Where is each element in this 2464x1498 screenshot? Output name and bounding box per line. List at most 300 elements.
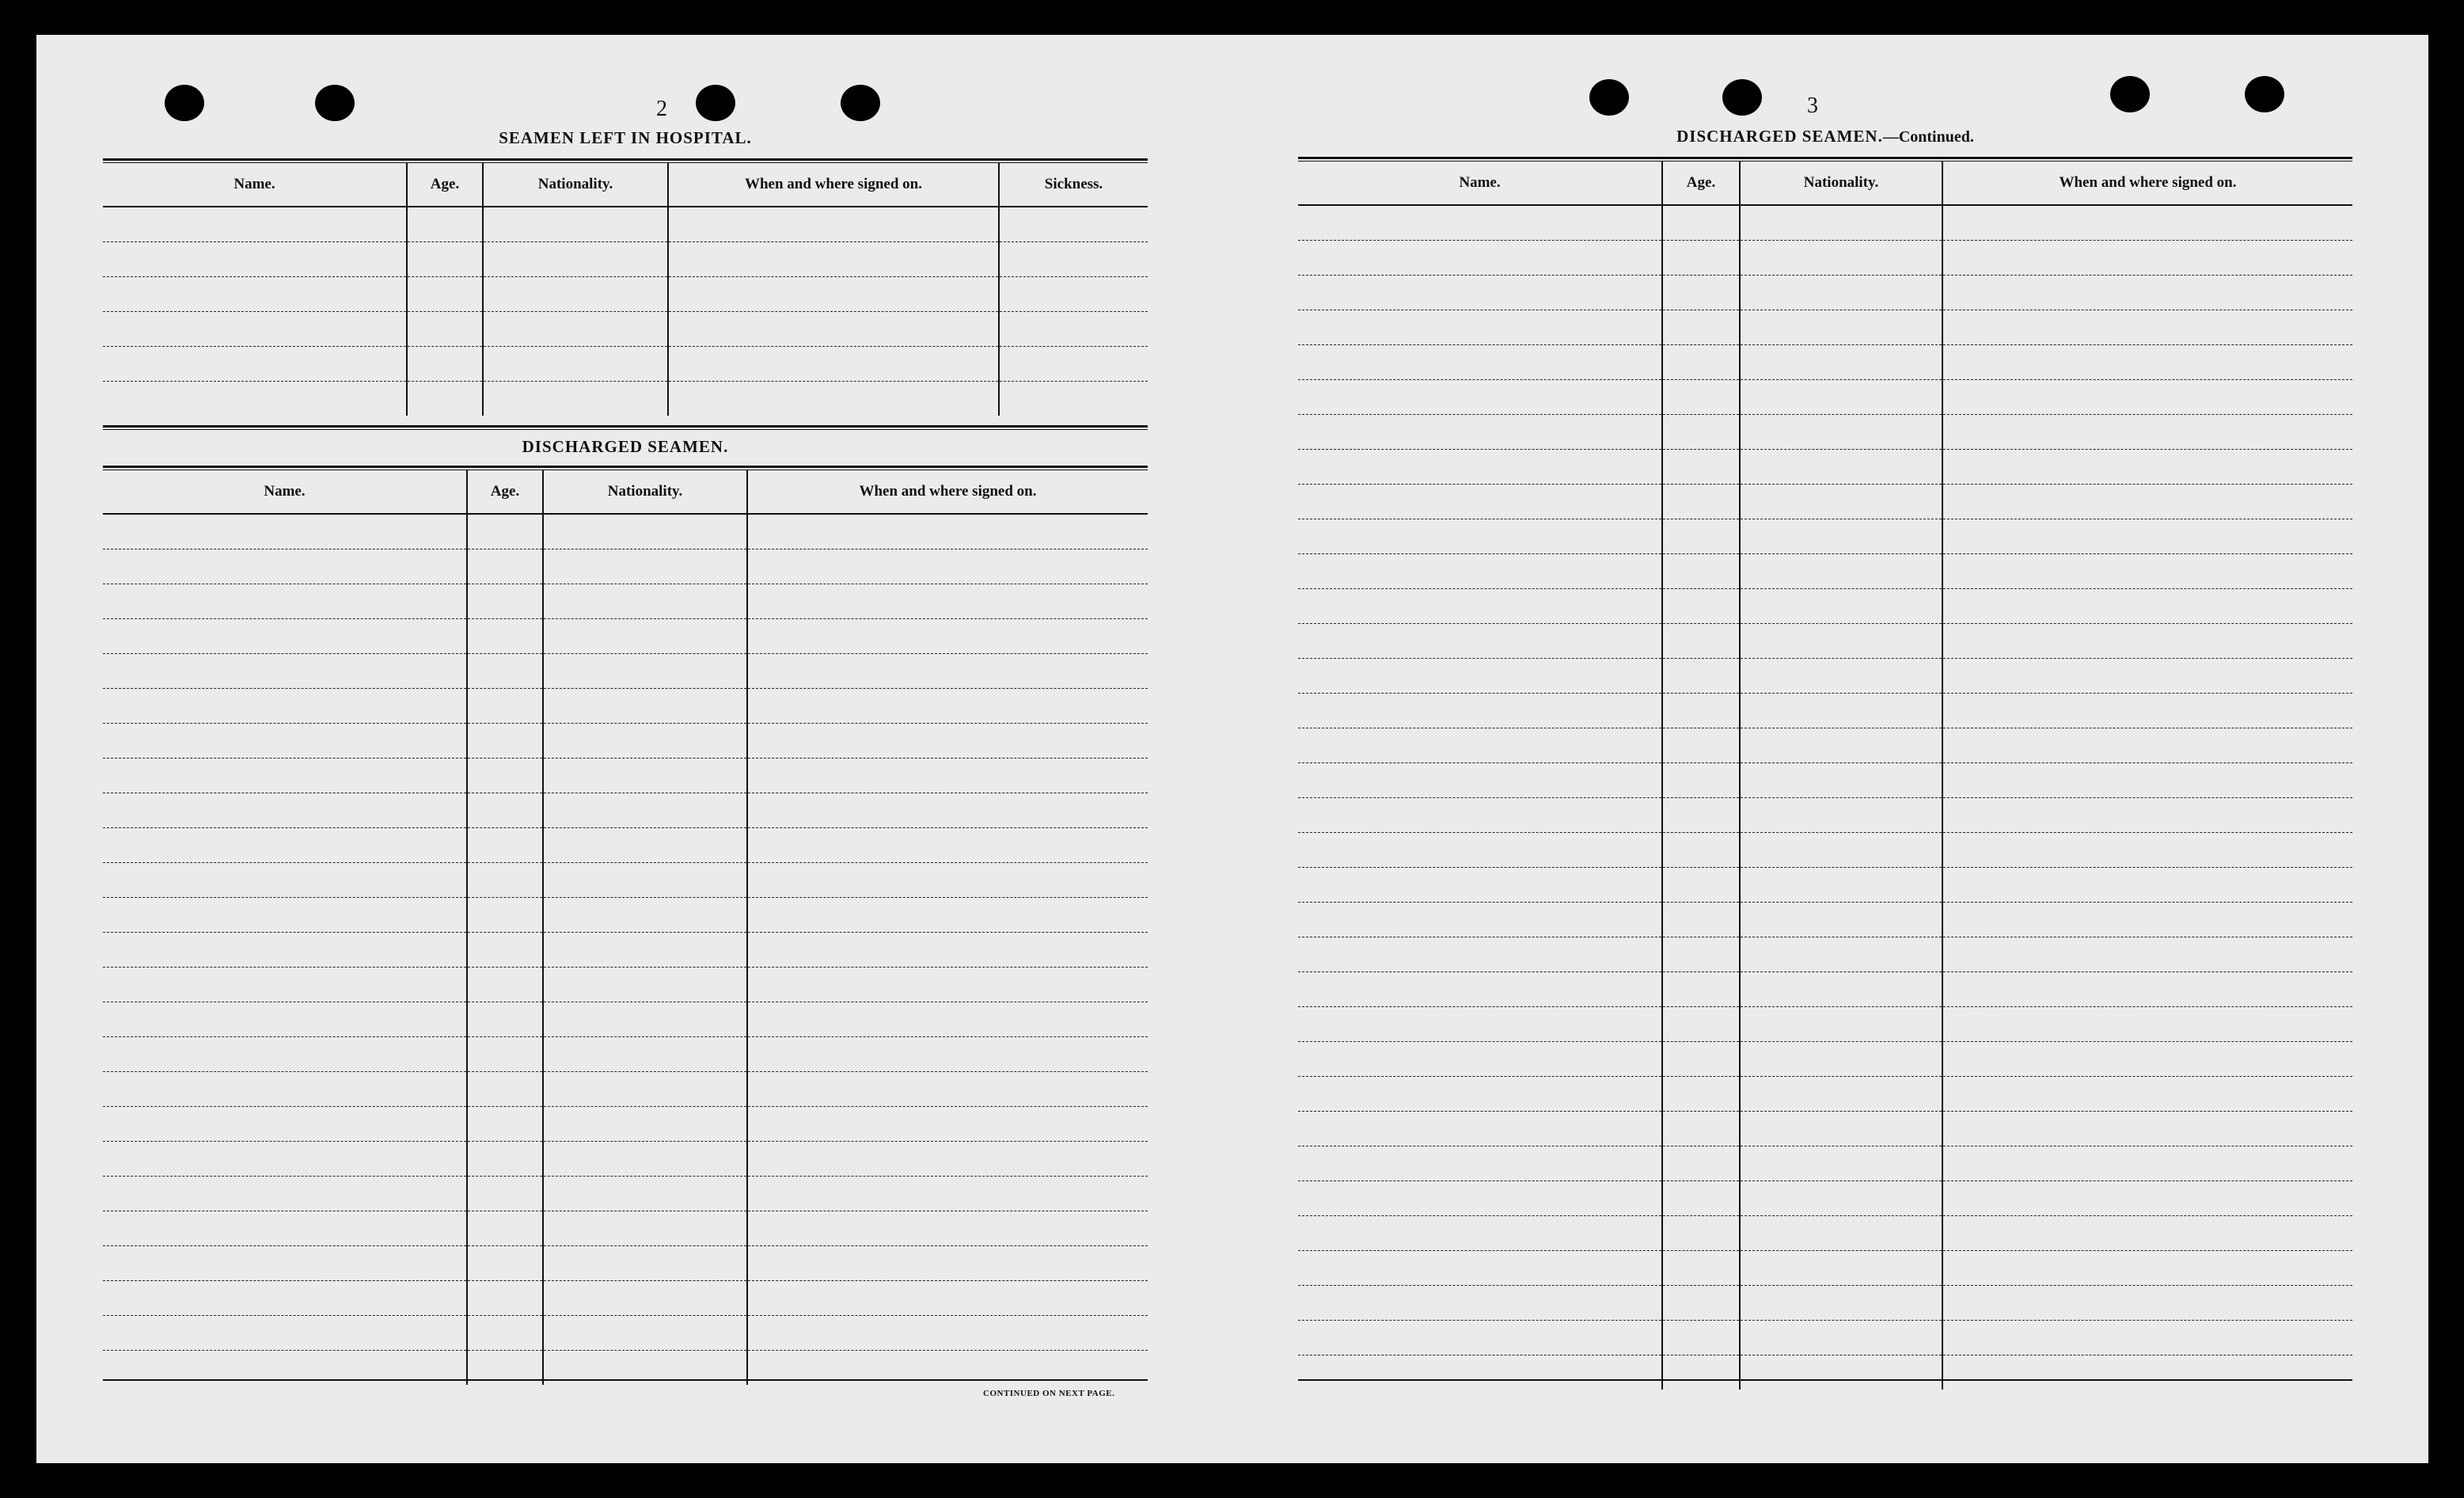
column-header: Nationality. — [543, 470, 747, 514]
blank-entry-cell — [103, 1211, 467, 1246]
blank-entry-cell — [1298, 972, 1662, 1007]
blank-entry-cell — [543, 689, 747, 724]
blank-entry-cell — [407, 242, 483, 277]
blank-entry-cell — [467, 1002, 543, 1037]
blank-entry-cell — [1662, 345, 1740, 380]
table-row — [1298, 1146, 2352, 1181]
blank-entry-cell — [103, 1142, 467, 1177]
table-row — [103, 968, 1148, 1002]
blank-entry-cell — [1662, 1321, 1740, 1355]
table-row — [1298, 1077, 2352, 1112]
column-header: Age. — [467, 470, 543, 514]
blank-entry-cell — [483, 312, 668, 347]
blank-entry-cell — [999, 277, 1148, 312]
blank-entry-cell — [103, 382, 407, 416]
table-row — [103, 1211, 1148, 1246]
blank-entry-cell — [1298, 1286, 1662, 1321]
blank-entry-cell — [747, 1142, 1148, 1177]
table-row — [1298, 1112, 2352, 1146]
hospital-table — [103, 163, 1148, 416]
blank-entry-cell — [747, 1072, 1148, 1107]
section-title-suffix: —Continued. — [1882, 128, 1974, 146]
blank-entry-cell — [1662, 694, 1740, 728]
blank-entry-cell — [668, 242, 999, 277]
blank-entry-cell — [103, 968, 467, 1002]
blank-entry-cell — [1942, 205, 2352, 241]
blank-entry-cell — [1298, 241, 1662, 276]
column-header: Nationality. — [1740, 162, 1942, 205]
blank-entry-cell — [1740, 903, 1942, 937]
blank-entry-cell — [1662, 1181, 1740, 1216]
blank-entry-cell — [467, 514, 543, 549]
table-row — [1298, 1286, 2352, 1321]
blank-entry-cell — [407, 277, 483, 312]
blank-entry-cell — [1740, 1077, 1942, 1112]
blank-entry-cell — [103, 584, 467, 619]
table-row — [103, 898, 1148, 933]
blank-entry-cell — [543, 724, 747, 759]
blank-entry-cell — [543, 863, 747, 898]
blank-entry-cell — [103, 759, 467, 793]
blank-entry-cell — [747, 828, 1148, 863]
blank-entry-cell — [467, 1281, 543, 1316]
blank-entry-cell — [1298, 1216, 1662, 1251]
table-row — [103, 347, 1148, 382]
blank-entry-cell — [1942, 728, 2352, 763]
blank-entry-cell — [1942, 694, 2352, 728]
blank-entry-cell — [103, 654, 467, 689]
table-row — [1298, 589, 2352, 624]
blank-entry-cell — [1942, 798, 2352, 833]
blank-entry-cell — [747, 1211, 1148, 1246]
blank-entry-cell — [747, 584, 1148, 619]
blank-entry-cell — [1298, 345, 1662, 380]
column-header: Name. — [103, 163, 407, 207]
table-row — [103, 1107, 1148, 1142]
blank-entry-cell — [1298, 1251, 1662, 1286]
blank-entry-cell — [543, 654, 747, 689]
blank-entry-cell — [467, 549, 543, 584]
blank-entry-cell — [1942, 763, 2352, 798]
blank-entry-cell — [543, 1281, 747, 1316]
blank-entry-cell — [668, 277, 999, 312]
blank-entry-cell — [543, 759, 747, 793]
table-row — [103, 382, 1148, 416]
table-row — [103, 1037, 1148, 1072]
blank-entry-cell — [1740, 659, 1942, 694]
blank-entry-cell — [668, 382, 999, 416]
blank-entry-cell — [747, 1002, 1148, 1037]
blank-entry-cell — [1662, 276, 1740, 310]
blank-entry-cell — [747, 1107, 1148, 1142]
blank-entry-cell — [543, 793, 747, 828]
blank-entry-cell — [1662, 972, 1740, 1007]
blank-entry-cell — [1740, 1007, 1942, 1042]
blank-entry-cell — [467, 1246, 543, 1281]
table-row — [1298, 798, 2352, 833]
blank-entry-cell — [747, 968, 1148, 1002]
blank-entry-cell — [1662, 485, 1740, 519]
blank-entry-cell — [543, 933, 747, 968]
blank-entry-cell — [747, 1246, 1148, 1281]
blank-entry-cell — [1942, 1321, 2352, 1355]
continued-table — [1298, 162, 2352, 1390]
blank-entry-cell — [103, 1107, 467, 1142]
blank-entry-cell — [1740, 554, 1942, 589]
table-row — [1298, 310, 2352, 345]
punch-hole — [1589, 79, 1629, 116]
blank-entry-cell — [103, 898, 467, 933]
blank-entry-cell — [103, 619, 467, 654]
blank-entry-cell — [1662, 1042, 1740, 1077]
table-row — [1298, 205, 2352, 241]
blank-entry-cell — [1740, 1286, 1942, 1321]
blank-entry-cell — [1942, 1146, 2352, 1181]
blank-entry-cell — [103, 1177, 467, 1211]
blank-entry-cell — [1662, 205, 1740, 241]
blank-entry-cell — [543, 1316, 747, 1351]
blank-entry-cell — [1662, 554, 1740, 589]
continued-section-title — [1298, 127, 2352, 146]
blank-entry-cell — [1662, 624, 1740, 659]
blank-entry-cell — [543, 1037, 747, 1072]
blank-entry-cell — [747, 514, 1148, 549]
blank-entry-cell — [1662, 798, 1740, 833]
blank-entry-cell — [103, 1316, 467, 1351]
table-row — [1298, 554, 2352, 589]
table-row — [103, 619, 1148, 654]
blank-entry-cell — [747, 1316, 1148, 1351]
blank-entry-cell — [1942, 659, 2352, 694]
table-row — [103, 549, 1148, 584]
blank-entry-cell — [668, 312, 999, 347]
column-header: Name. — [1298, 162, 1662, 205]
blank-entry-cell — [1662, 589, 1740, 624]
blank-entry-cell — [467, 933, 543, 968]
blank-entry-cell — [747, 898, 1148, 933]
blank-entry-cell — [103, 933, 467, 968]
blank-entry-cell — [543, 1107, 747, 1142]
blank-entry-cell — [999, 242, 1148, 277]
table-row — [1298, 1007, 2352, 1042]
section-title-main: DISCHARGED SEAMEN. — [1676, 127, 1883, 146]
blank-entry-cell — [1298, 937, 1662, 972]
blank-entry-cell — [747, 619, 1148, 654]
blank-entry-cell — [1740, 1042, 1942, 1077]
table-row — [103, 759, 1148, 793]
table-row — [1298, 833, 2352, 868]
blank-entry-cell — [103, 1037, 467, 1072]
blank-entry-cell — [1662, 868, 1740, 903]
blank-entry-cell — [467, 584, 543, 619]
blank-entry-cell — [1740, 763, 1942, 798]
blank-entry-cell — [467, 689, 543, 724]
table-row — [1298, 763, 2352, 798]
blank-entry-cell — [1662, 1216, 1740, 1251]
blank-entry-cell — [1298, 485, 1662, 519]
blank-entry-cell — [747, 933, 1148, 968]
blank-entry-cell — [103, 1246, 467, 1281]
blank-entry-cell — [999, 312, 1148, 347]
blank-entry-cell — [1662, 728, 1740, 763]
blank-entry-cell — [1942, 415, 2352, 450]
blank-entry-cell — [1298, 589, 1662, 624]
blank-entry-cell — [1942, 241, 2352, 276]
table-row — [103, 863, 1148, 898]
blank-entry-cell — [1942, 589, 2352, 624]
table-row — [103, 1002, 1148, 1037]
table-row — [1298, 937, 2352, 972]
blank-entry-cell — [1942, 1286, 2352, 1321]
blank-entry-cell — [1942, 310, 2352, 345]
blank-entry-cell — [1298, 868, 1662, 903]
blank-entry-cell — [1662, 415, 1740, 450]
blank-entry-cell — [467, 654, 543, 689]
column-header: When and where signed on. — [747, 470, 1148, 514]
blank-entry-cell — [1740, 868, 1942, 903]
blank-entry-cell — [1662, 310, 1740, 345]
column-header: When and where signed on. — [668, 163, 999, 207]
blank-entry-cell — [467, 898, 543, 933]
table-row — [103, 1316, 1148, 1351]
column-header: Age. — [407, 163, 483, 207]
blank-entry-cell — [1740, 310, 1942, 345]
blank-entry-cell — [747, 1037, 1148, 1072]
table-row — [103, 584, 1148, 619]
blank-entry-cell — [1740, 205, 1942, 241]
blank-entry-cell — [467, 1072, 543, 1107]
table-row — [1298, 380, 2352, 415]
blank-entry-cell — [1740, 1355, 1942, 1390]
blank-entry-cell — [407, 207, 483, 242]
blank-entry-cell — [1942, 1042, 2352, 1077]
blank-entry-cell — [103, 347, 407, 382]
table-row — [1298, 415, 2352, 450]
table-row — [1298, 1355, 2352, 1390]
table-row — [1298, 728, 2352, 763]
table-row — [1298, 485, 2352, 519]
blank-entry-cell — [1740, 345, 1942, 380]
table-row — [1298, 1216, 2352, 1251]
blank-entry-cell — [407, 347, 483, 382]
blank-entry-cell — [543, 1072, 747, 1107]
blank-entry-cell — [1298, 728, 1662, 763]
table-row — [1298, 1181, 2352, 1216]
blank-entry-cell — [483, 207, 668, 242]
discharged-table — [103, 470, 1148, 1385]
blank-entry-cell — [1298, 659, 1662, 694]
blank-entry-cell — [1942, 554, 2352, 589]
blank-entry-cell — [1740, 380, 1942, 415]
table-row — [1298, 241, 2352, 276]
blank-entry-cell — [1662, 450, 1740, 485]
blank-entry-cell — [467, 828, 543, 863]
blank-entry-cell — [1298, 554, 1662, 589]
blank-entry-cell — [103, 724, 467, 759]
table-row — [103, 277, 1148, 312]
blank-entry-cell — [1740, 624, 1942, 659]
blank-entry-cell — [747, 654, 1148, 689]
blank-entry-cell — [407, 312, 483, 347]
table-row — [1298, 694, 2352, 728]
blank-entry-cell — [1298, 519, 1662, 554]
blank-entry-cell — [467, 1037, 543, 1072]
blank-entry-cell — [543, 1246, 747, 1281]
blank-entry-cell — [1298, 833, 1662, 868]
punch-hole — [315, 85, 355, 121]
blank-entry-cell — [747, 1281, 1148, 1316]
column-header: Age. — [1662, 162, 1740, 205]
blank-entry-cell — [1662, 380, 1740, 415]
blank-entry-cell — [483, 242, 668, 277]
blank-entry-cell — [543, 514, 747, 549]
punch-hole — [165, 85, 204, 121]
blank-entry-cell — [1662, 903, 1740, 937]
blank-entry-cell — [1942, 1007, 2352, 1042]
punch-hole — [2110, 76, 2150, 112]
blank-entry-cell — [1740, 450, 1942, 485]
blank-entry-cell — [1298, 798, 1662, 833]
table-row — [1298, 276, 2352, 310]
blank-entry-cell — [1662, 833, 1740, 868]
blank-entry-cell — [1942, 345, 2352, 380]
blank-entry-cell — [103, 1002, 467, 1037]
blank-entry-cell — [1662, 1146, 1740, 1181]
blank-entry-cell — [1298, 1042, 1662, 1077]
blank-entry-cell — [1662, 763, 1740, 798]
table-row — [1298, 1042, 2352, 1077]
blank-entry-cell — [1740, 833, 1942, 868]
blank-entry-cell — [1740, 937, 1942, 972]
blank-entry-cell — [103, 689, 467, 724]
blank-entry-cell — [747, 1177, 1148, 1211]
blank-entry-cell — [1740, 1181, 1942, 1216]
blank-entry-cell — [1942, 1216, 2352, 1251]
blank-entry-cell — [103, 207, 407, 242]
blank-entry-cell — [1298, 380, 1662, 415]
column-header: When and where signed on. — [1942, 162, 2352, 205]
punch-hole — [1722, 79, 1762, 116]
blank-entry-cell — [103, 1072, 467, 1107]
blank-entry-cell — [103, 793, 467, 828]
blank-entry-cell — [1942, 833, 2352, 868]
table-row — [1298, 659, 2352, 694]
blank-entry-cell — [1942, 868, 2352, 903]
column-header: Name. — [103, 470, 467, 514]
blank-entry-cell — [1298, 276, 1662, 310]
blank-entry-cell — [483, 347, 668, 382]
blank-entry-cell — [1740, 1251, 1942, 1286]
blank-entry-cell — [1740, 241, 1942, 276]
table-row — [103, 1142, 1148, 1177]
blank-entry-cell — [103, 242, 407, 277]
blank-entry-cell — [1942, 1355, 2352, 1390]
blank-entry-cell — [1942, 1077, 2352, 1112]
blank-entry-cell — [467, 793, 543, 828]
blank-entry-cell — [1298, 1007, 1662, 1042]
blank-entry-cell — [1298, 1181, 1662, 1216]
blank-entry-cell — [467, 1316, 543, 1351]
blank-entry-cell — [1298, 624, 1662, 659]
blank-entry-cell — [1740, 519, 1942, 554]
table-row — [103, 1281, 1148, 1316]
blank-entry-cell — [1662, 1077, 1740, 1112]
blank-entry-cell — [467, 759, 543, 793]
blank-entry-cell — [1298, 1112, 1662, 1146]
blank-entry-cell — [1942, 450, 2352, 485]
blank-entry-cell — [1942, 972, 2352, 1007]
blank-entry-cell — [747, 793, 1148, 828]
table-row — [103, 933, 1148, 968]
blank-entry-cell — [1740, 728, 1942, 763]
blank-entry-cell — [1662, 1286, 1740, 1321]
blank-entry-cell — [1298, 763, 1662, 798]
hospital-section-title: SEAMEN LEFT IN HOSPITAL. — [499, 128, 752, 147]
blank-entry-cell — [1298, 1355, 1662, 1390]
blank-entry-cell — [1942, 485, 2352, 519]
blank-entry-cell — [1740, 1146, 1942, 1181]
blank-entry-cell — [1942, 937, 2352, 972]
table-row — [1298, 450, 2352, 485]
blank-entry-cell — [1740, 1321, 1942, 1355]
blank-entry-cell — [1942, 1112, 2352, 1146]
table-row — [1298, 868, 2352, 903]
table-row — [1298, 1321, 2352, 1355]
blank-entry-cell — [543, 619, 747, 654]
blank-entry-cell — [467, 968, 543, 1002]
blank-entry-cell — [1298, 1077, 1662, 1112]
blank-entry-cell — [543, 549, 747, 584]
blank-entry-cell — [1942, 1181, 2352, 1216]
blank-entry-cell — [1942, 519, 2352, 554]
blank-entry-cell — [1942, 276, 2352, 310]
table-row — [103, 1246, 1148, 1281]
blank-entry-cell — [483, 382, 668, 416]
blank-entry-cell — [1662, 659, 1740, 694]
punch-hole — [841, 85, 880, 121]
blank-entry-cell — [747, 549, 1148, 584]
blank-entry-cell — [467, 1142, 543, 1177]
blank-entry-cell — [103, 277, 407, 312]
column-header: Sickness. — [999, 163, 1148, 207]
table-row — [103, 689, 1148, 724]
blank-entry-cell — [103, 312, 407, 347]
ledger-sheet — [36, 35, 2428, 1463]
blank-entry-cell — [103, 863, 467, 898]
table-row — [1298, 1251, 2352, 1286]
blank-entry-cell — [407, 382, 483, 416]
blank-entry-cell — [1298, 694, 1662, 728]
table-row — [1298, 972, 2352, 1007]
blank-entry-cell — [467, 724, 543, 759]
blank-entry-cell — [467, 863, 543, 898]
table-row — [103, 828, 1148, 863]
blank-entry-cell — [999, 347, 1148, 382]
blank-entry-cell — [1662, 1007, 1740, 1042]
table-row — [103, 1072, 1148, 1107]
blank-entry-cell — [1942, 1251, 2352, 1286]
blank-entry-cell — [543, 1177, 747, 1211]
table-row — [1298, 519, 2352, 554]
blank-entry-cell — [483, 277, 668, 312]
blank-entry-cell — [543, 584, 747, 619]
blank-entry-cell — [1662, 1355, 1740, 1390]
blank-entry-cell — [1740, 589, 1942, 624]
blank-entry-cell — [1740, 276, 1942, 310]
page-number: 3 — [1807, 93, 1818, 118]
blank-entry-cell — [1662, 1251, 1740, 1286]
blank-entry-cell — [467, 1211, 543, 1246]
